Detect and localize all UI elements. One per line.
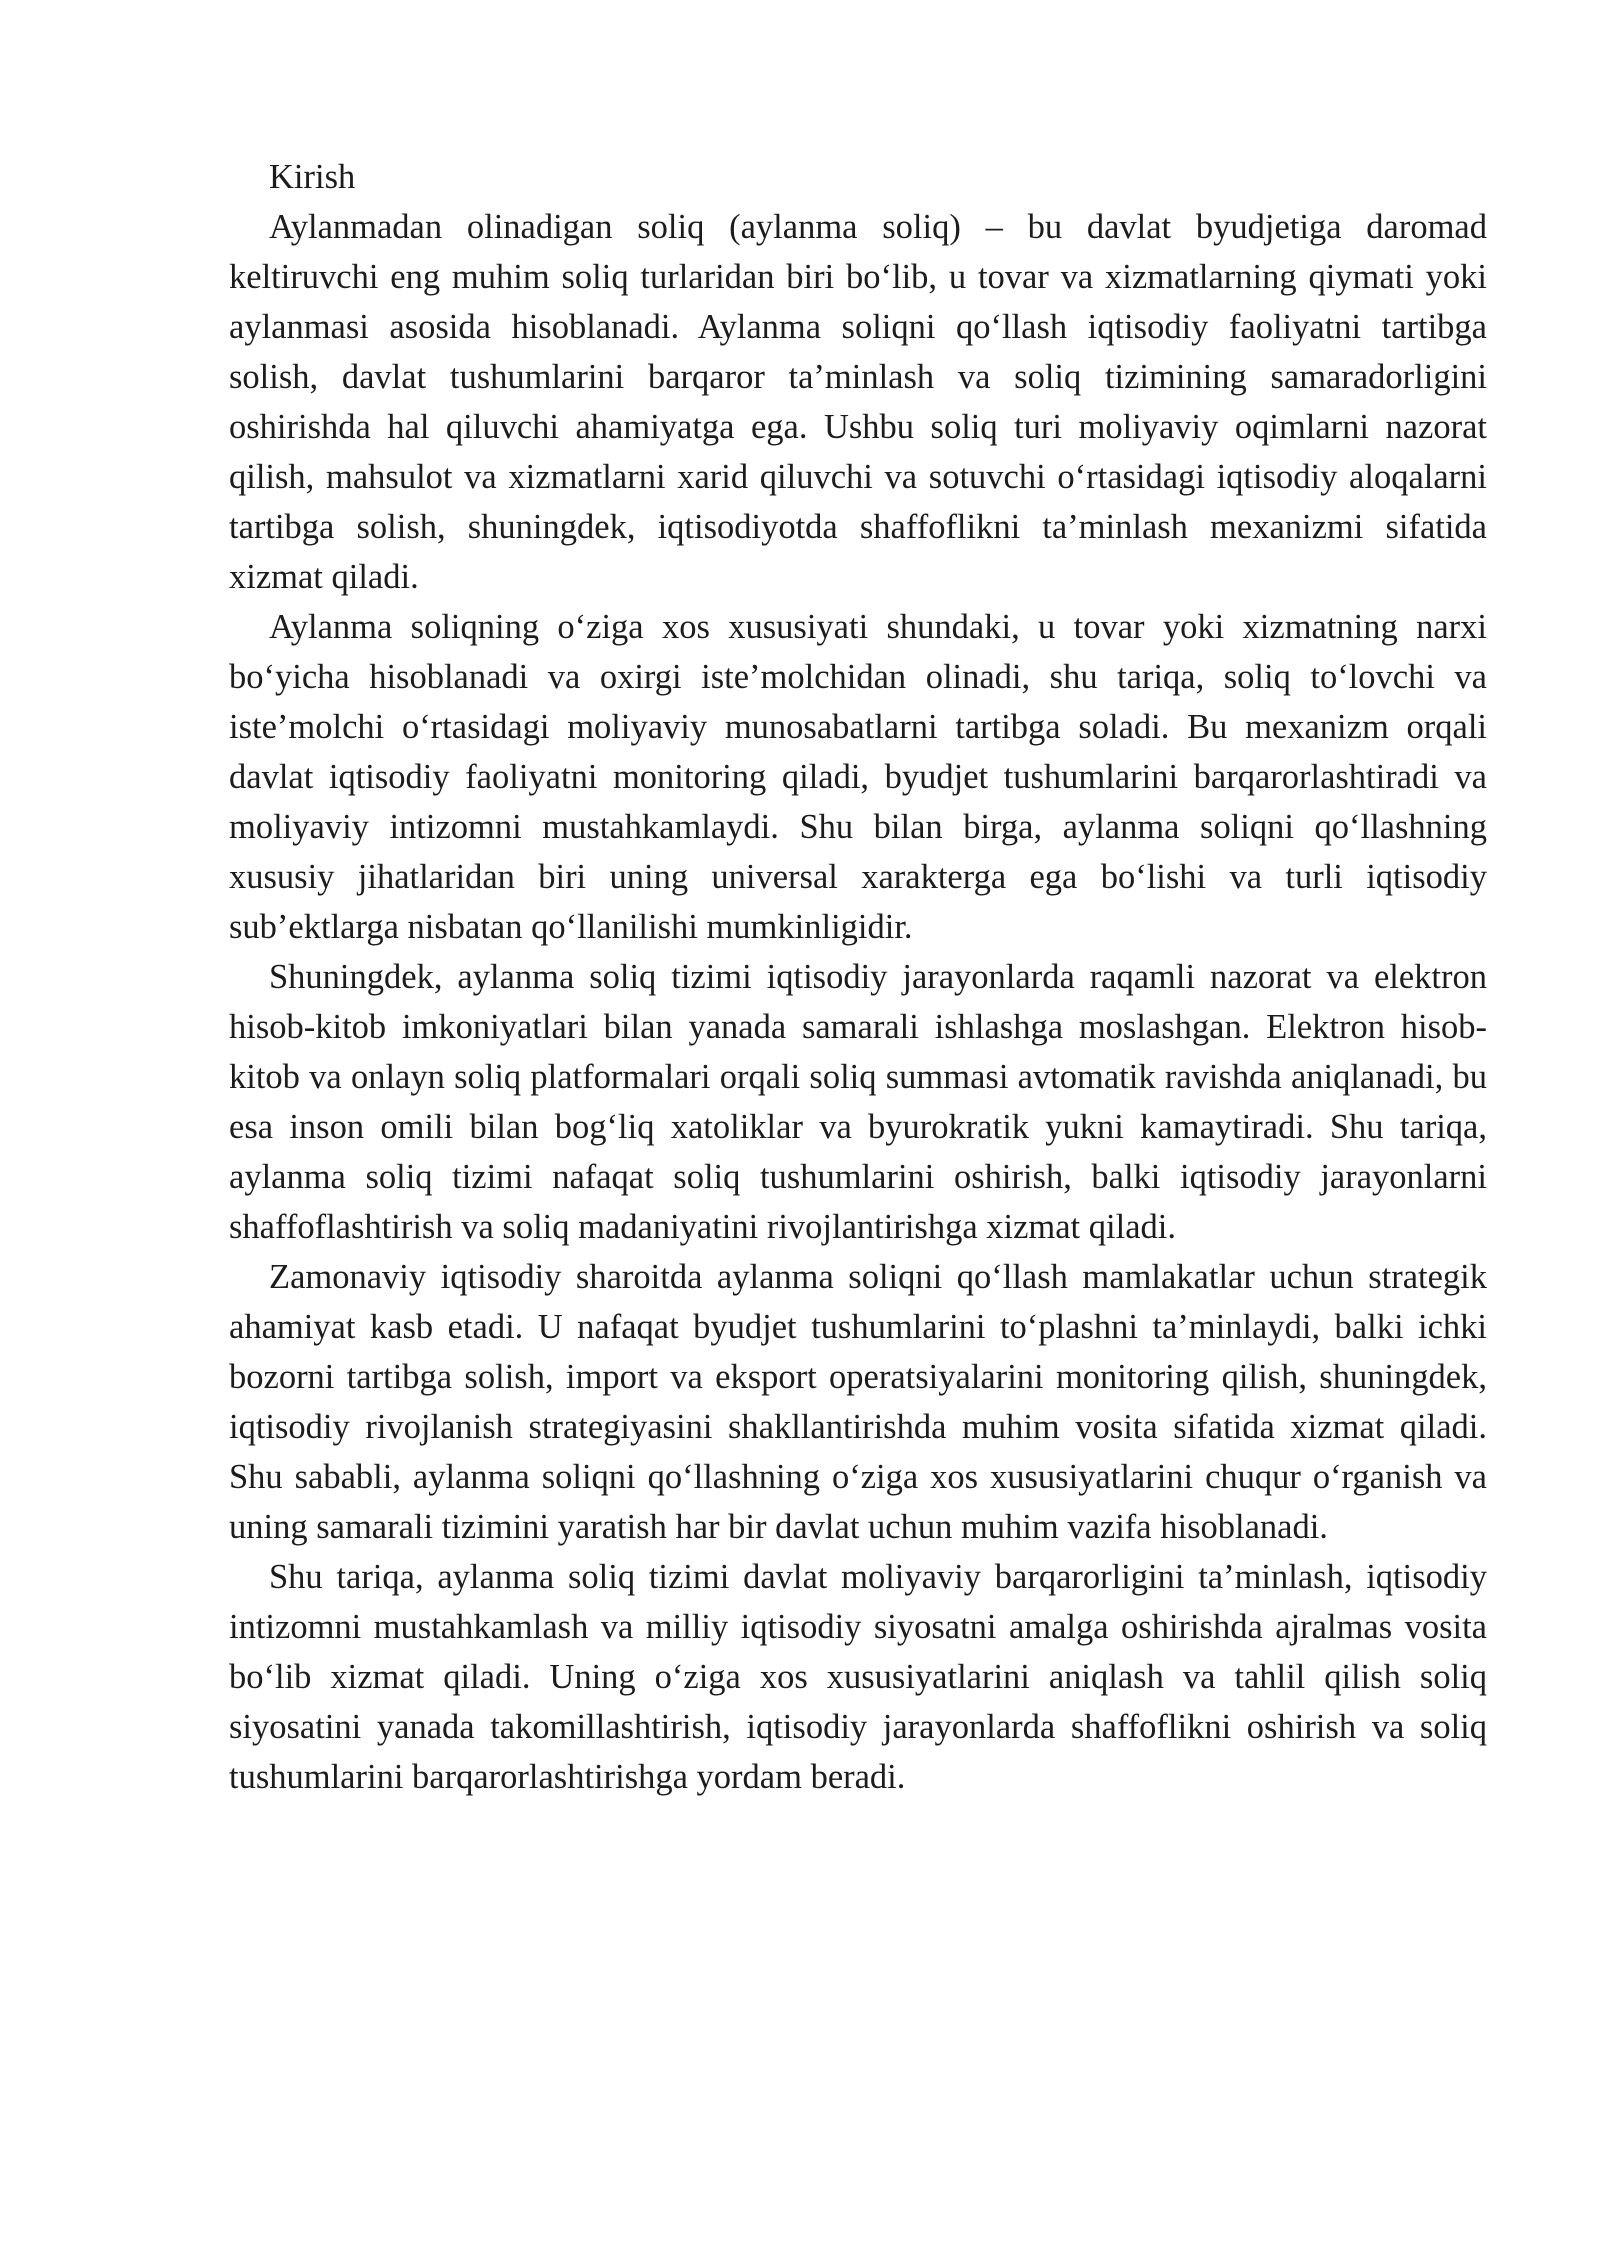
- paragraph-1: Aylanmadan olinadigan soliq (aylanma soliq) – bu davlat byudjetiga daromad keltiruvchi eng muhim soliq turlaridan biri bo‘lib, u tovar va xizmatlarning qiymati yoki aylanmasi asosida hisoblanadi. Aylanma soliqni qo‘llash iqtisodiy faoliyatni tartibga solish, davlat tushumlarini barqaror ta’minlash va soliq tizimining samaradorligini oshirishda hal qiluvchi ahamiyatga ega. Ushbu soliq turi moliyaviy oqimlarni nazorat qilish, mahsulot va xizmatlarni xarid qiluvchi va sotuvchi o‘rtasidagi iqtisodiy aloqalarni tartibga solish, shuningdek, iqtisodiyotda shaffoflikni ta’minlash mexanizmi sifatida xizmat qiladi.: [229, 208, 1487, 596]
- section-heading: Kirish: [269, 158, 356, 196]
- paragraph-2: Aylanma soliqning o‘ziga xos xususiyati shundaki, u tovar yoki xizmatning narxi bo‘yicha hisoblanadi va oxirgi iste’molchidan olinadi, shu tariqa, soliq to‘lovchi va iste’molchi o‘rtasidagi moliyaviy munosabatlarni tartibga soladi. Bu mexanizm orqali davlat iqtisodiy faoliyatni monitoring qiladi, byudjet tushumlarini barqarorlashtiradi va moliyaviy intizomni mustahkamlaydi. Shu bilan birga, aylanma soliqni qo‘llashning xususiy jihatlaridan biri uning universal xarakterga ega bo‘lishi va turli iqtisodiy sub’ektlarga nisbatan qo‘llanilishi mumkinligidir.: [229, 608, 1487, 946]
- paragraph-3: Shuningdek, aylanma soliq tizimi iqtisodiy jarayonlarda raqamli nazorat va elektron hisob-kitob imkoniyatlari bilan yanada samarali ishlashga moslashgan. Elektron hisob-kitob va onlayn soliq platformalari orqali soliq summasi avtomatik ravishda aniqlanadi, bu esa inson omili bilan bog‘liq xatoliklar va byurokratik yukni kamaytiradi. Shu tariqa, aylanma soliq tizimi nafaqat soliq tushumlarini oshirish, balki iqtisodiy jarayonlarni shaffoflashtirish va soliq madaniyatini rivojlantirishga xizmat qiladi.: [229, 958, 1487, 1246]
- paragraph-4: Zamonaviy iqtisodiy sharoitda aylanma soliqni qo‘llash mamlakatlar uchun strategik ahamiyat kasb etadi. U nafaqat byudjet tushumlarini to‘plashni ta’minlaydi, balki ichki bozorni tartibga solish, import va eksport operatsiyalarini monitoring qilish, shuningdek, iqtisodiy rivojlanish strategiyasini shakllantirishda muhim vosita sifatida xizmat qiladi. Shu sababli, aylanma soliqni qo‘llashning o‘ziga xos xususiyatlarini chuqur o‘rganish va uning samarali tizimini yaratish har bir davlat uchun muhim vazifa hisoblanadi.: [229, 1258, 1487, 1546]
- document-body: [229, 152, 1487, 1802]
- paragraph-5: Shu tariqa, aylanma soliq tizimi davlat moliyaviy barqarorligini ta’minlash, iqtisodiy intizomni mustahkamlash va milliy iqtisodiy siyosatni amalga oshirishda ajralmas vosita bo‘lib xizmat qiladi. Uning o‘ziga xos xususiyatlarini aniqlash va tahlil qilish soliq siyosatini yanada takomillashtirish, iqtisodiy jarayonlarda shaffoflikni oshirish va soliq tushumlarini barqarorlashtirishga yordam beradi.: [229, 1558, 1487, 1796]
